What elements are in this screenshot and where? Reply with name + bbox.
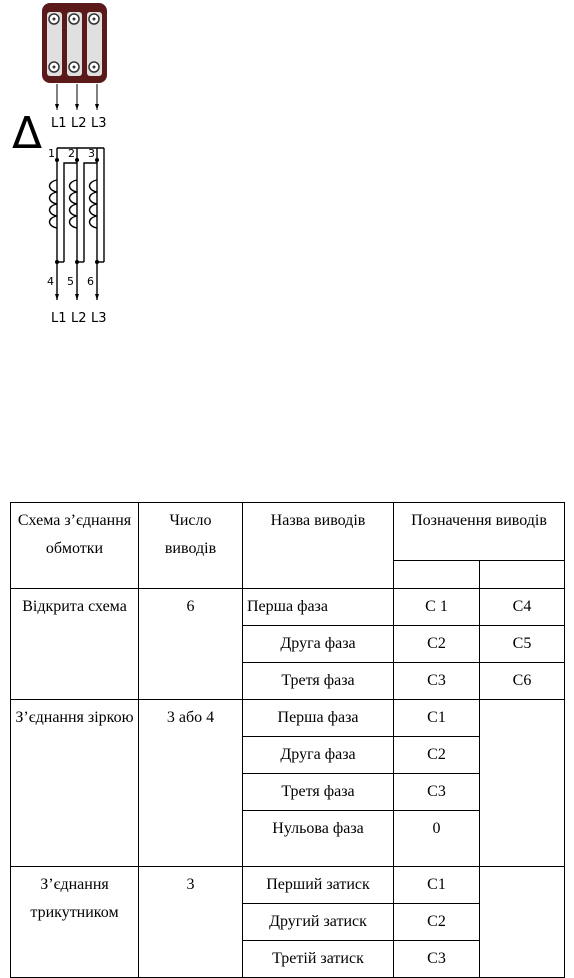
top-terminal-l2: L2 — [71, 116, 87, 131]
header-count: Число виводів — [139, 503, 243, 589]
row-name: Перша фаза — [243, 589, 394, 626]
coil-wiring — [50, 148, 105, 300]
group-delta-scheme: З’єднання трикутником — [11, 867, 139, 978]
group-open-scheme: Відкрита схема — [11, 589, 139, 700]
group-star-count: 3 або 4 — [139, 700, 243, 867]
coil-bottom-4: 4 — [47, 275, 54, 288]
bottom-terminal-l1: L1 — [51, 311, 67, 326]
top-terminal-l1: L1 — [51, 116, 67, 131]
coil-top-2: 2 — [68, 147, 75, 160]
delta-connection-diagram — [0, 0, 574, 340]
row-start: С2 — [394, 626, 480, 663]
header-designation: Позначення виводів — [394, 503, 565, 561]
top-terminal-l3: L3 — [91, 116, 107, 131]
row-name: Нульова фаза — [243, 811, 394, 867]
winding-terminals-table — [10, 502, 565, 978]
row-name: Перша фаза — [243, 700, 394, 737]
header-name: Назва виводів — [243, 503, 394, 589]
header-scheme: Схема з’єднання обмотки — [11, 503, 139, 589]
coil-bottom-6: 6 — [87, 275, 94, 288]
row-start: 0 — [394, 811, 480, 867]
bottom-terminal-l2: L2 — [71, 311, 87, 326]
row-name: Друга фаза — [243, 626, 394, 663]
coil-top-3: 3 — [88, 147, 95, 160]
row-end-empty — [480, 700, 565, 867]
group-star-scheme: З’єднання зіркою — [11, 700, 139, 867]
row-name: Другий затиск — [243, 904, 394, 941]
group-delta-count: 3 — [139, 867, 243, 978]
row-name: Перший затиск — [243, 867, 394, 904]
header-designation-end — [480, 561, 565, 589]
coil-top-1: 1 — [48, 147, 55, 160]
row-end-empty — [480, 867, 565, 978]
row-start: С2 — [394, 737, 480, 774]
row-start: С3 — [394, 774, 480, 811]
row-start: С1 — [394, 700, 480, 737]
coil-bottom-5: 5 — [67, 275, 74, 288]
row-start: С2 — [394, 904, 480, 941]
terminal-block — [42, 3, 107, 83]
row-end: С5 — [480, 626, 565, 663]
row-start: С 1 — [394, 589, 480, 626]
row-end: С6 — [480, 663, 565, 700]
bottom-terminal-l3: L3 — [91, 311, 107, 326]
row-end: С4 — [480, 589, 565, 626]
header-designation-start — [394, 561, 480, 589]
row-start: С3 — [394, 663, 480, 700]
group-open-count: 6 — [139, 589, 243, 700]
row-start: С1 — [394, 867, 480, 904]
delta-symbol: Δ — [12, 108, 43, 159]
row-start: С3 — [394, 941, 480, 978]
row-name: Третя фаза — [243, 774, 394, 811]
row-name: Третя фаза — [243, 663, 394, 700]
row-name: Друга фаза — [243, 737, 394, 774]
row-name: Третій затиск — [243, 941, 394, 978]
